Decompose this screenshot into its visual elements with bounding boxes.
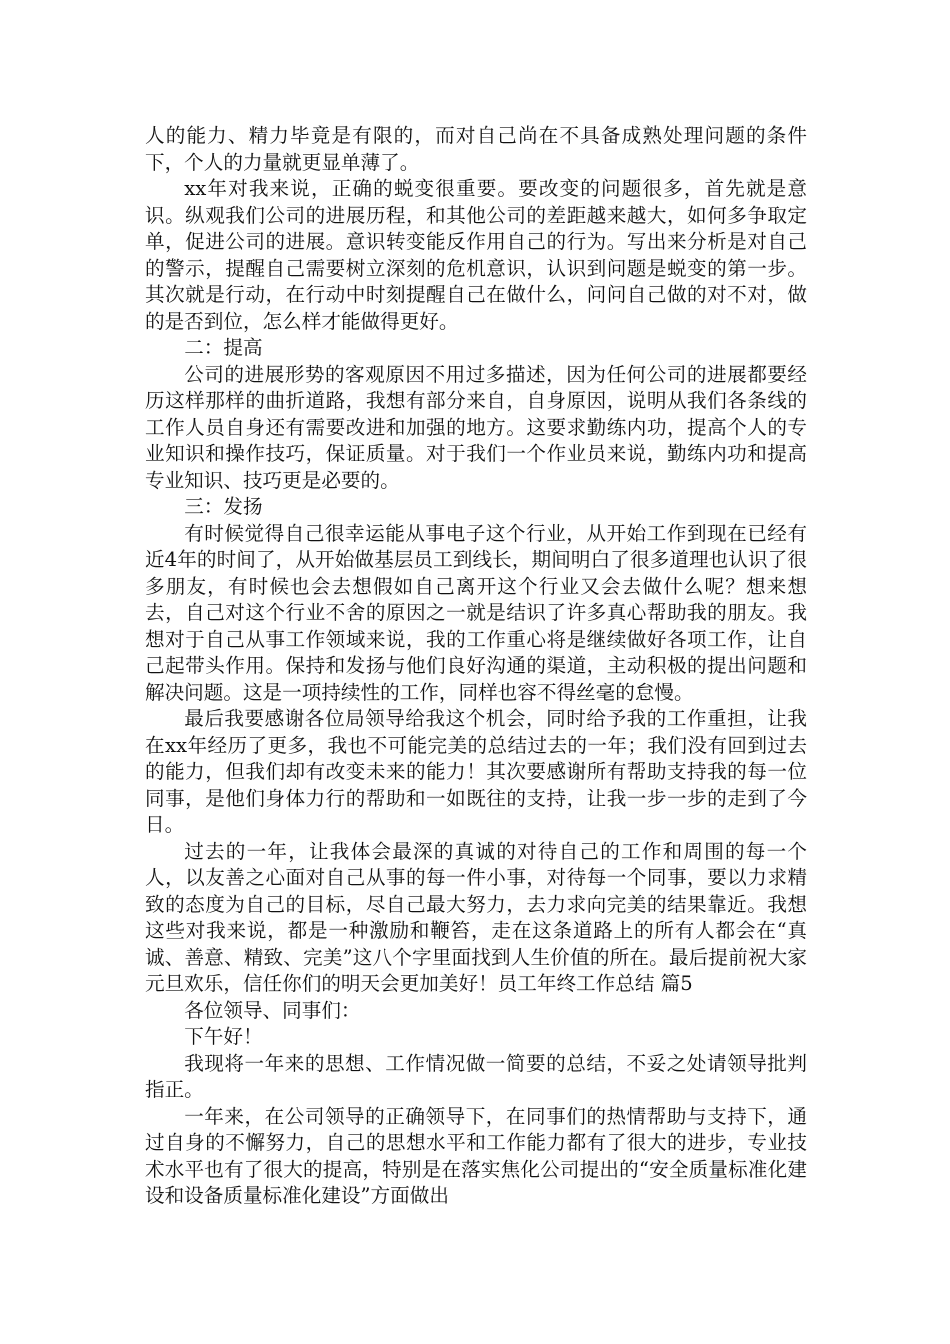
document-body — [145, 123, 807, 1210]
paragraph-2: xx年对我来说，正确的蜕变很重要。要改变的问题很多，首先就是意识。纵观我们公司的进展历程，和其他公司的差距越来越大，如何多争取定单，促进公司的进展。意识转变能反作用自己的行为。写出来分析是对自己的警示，提醒自己需要树立深刻的危机意识，认识到问题是蜕变的第一步。其次就是行动，在行动中时刻提醒自己在做什么，问问自己做的对不对，做的是否到位，怎么样才能做得更好。 — [145, 177, 807, 333]
paragraph-6: 过去的一年，让我体会最深的真诚的对待自己的工作和周围的每一个人，以友善之心面对自己从事的每一件小事，对待每一个同事，要以力求精致的态度为自己的目标，尽自己最大努力，去力求向完美的结果靠近。我想这些对我来说，都是一种激励和鞭笞，走在这条道路上的所有人都会在“真诚、善意、精致、完美”这八个字里面找到人生价值的所在。最后提前祝大家元旦欢乐，信任你们的明天会更加美好！员工年终工作总结 篇5 — [145, 839, 807, 995]
paragraph-5: 最后我要感谢各位局领导给我这个机会，同时给予我的工作重担，让我在xx年经历了更多，我也不可能完美的总结过去的一年；我们没有回到过去的能力，但我们却有改变未来的能力！其次要感谢所有帮助支持我的每一位同事，是他们身体力行的帮助和一如既往的支持，让我一步一步的走到了今日。 — [145, 707, 807, 836]
paragraph-1: 人的能力、精力毕竟是有限的，而对自己尚在不具备成熟处理问题的条件下，个人的力量就更显单薄了。 — [145, 124, 807, 174]
section-heading-carry-forward: 三：发扬 — [184, 495, 263, 518]
paragraph-7: 我现将一年来的思想、工作情况做一简要的总结，不妥之处请领导批判指正。 — [145, 1051, 807, 1101]
greeting: 下午好！ — [184, 1025, 263, 1048]
paragraph-3: 公司的进展形势的客观原因不用过多描述，因为任何公司的进展都要经历这样那样的曲折道路，我想有部分来自，自身原因，说明从我们各条线的工作人员自身还有需要改进和加强的地方。这要求勤练内功，提高个人的专业知识和操作技巧，保证质量。对于我们一个作业员来说，勤练内功和提高专业知识、技巧更是必要的。 — [145, 362, 807, 492]
salutation: 各位领导、同事们： — [184, 998, 361, 1022]
paragraph-4: 有时候觉得自己很幸运能从事电子这个行业，从开始工作到现在已经有近4年的时间了，从开始做基层员工到线长，期间明白了很多道理也认识了很多朋友，有时候也会去想假如自己离开这个行业又会去做什么呢？想来想去，自己对这个行业不舍的原因之一就是结识了许多真心帮助我的朋友。我想对于自己从事工作领域来说，我的工作重心将是继续做好各项工作，让自己起带头作用。保持和发扬与他们良好沟通的渠道，主动积极的提出问题和解决问题。这是一项持续性的工作，同样也容不得丝毫的怠慢。 — [145, 521, 807, 704]
paragraph-8: 一年来，在公司领导的正确领导下，在同事们的热情帮助与支持下，通过自身的不懈努力，自己的思想水平和工作能力都有了很大的进步，专业技术水平也有了很大的提高，特别是在落实焦化公司提出的“安全质量标准化建设和设备质量标准化建设”方面做出 — [145, 1104, 807, 1207]
section-heading-improve: 二：提高 — [184, 336, 263, 359]
